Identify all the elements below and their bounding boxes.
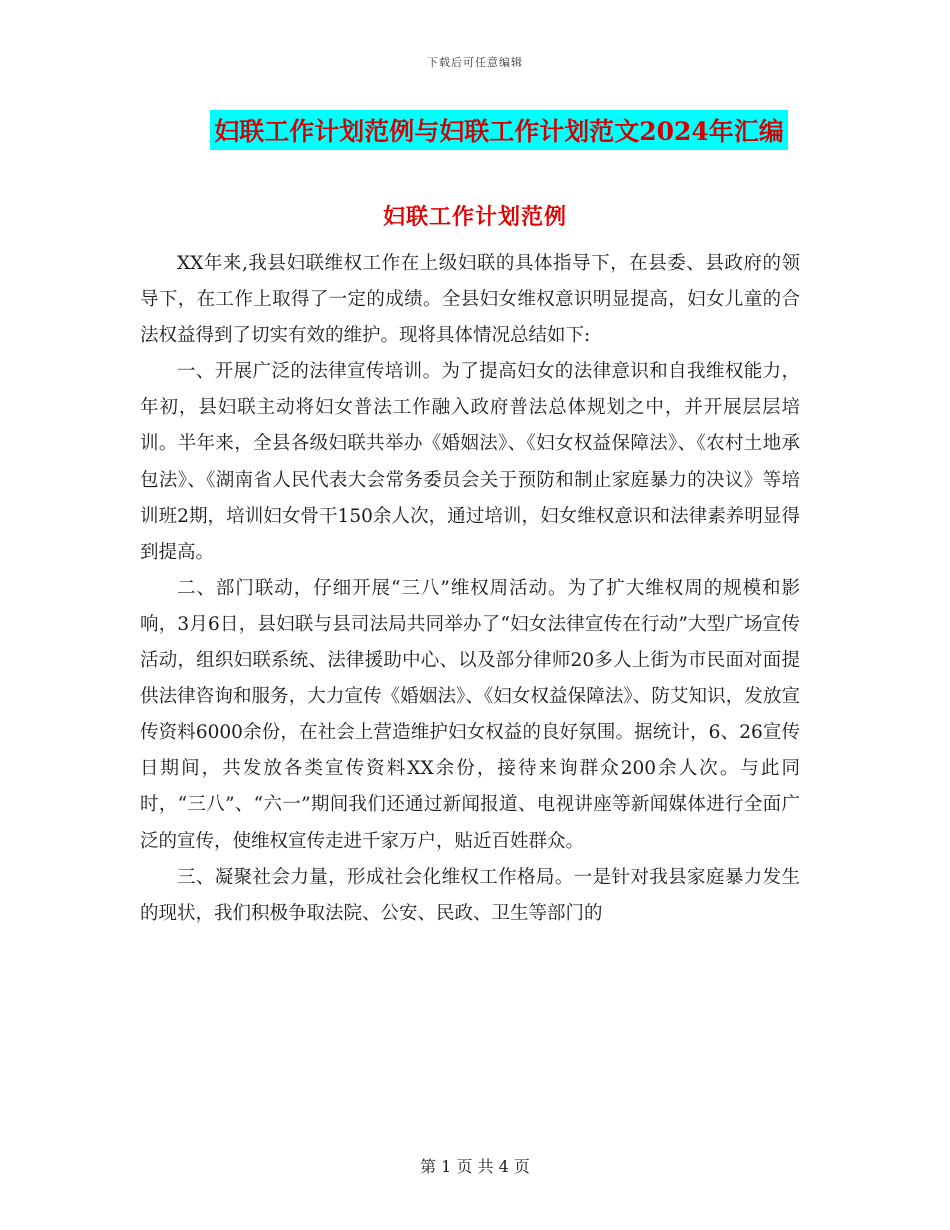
document-title-text: 妇联工作计划范例与妇联工作计划范文2024年汇编 — [210, 110, 788, 150]
paragraph: 一、开展广泛的法律宣传培训。为了提高妇女的法律意识和自我维权能力，年初，县妇联主动将妇女普法工作融入政府普法总体规划之中，并开展层层培训。半年来，全县各级妇联共举办《婚姻法》、《妇女权益保障法》、《农村土地承包法》、《湖南省人民代表大会常务委员会关于预防和制止家庭暴力的决议》等培训班2期，培训妇女骨干150余人次，通过培训，妇女维权意识和法律素养明显得到提高。 — [140, 361, 800, 563]
paragraph: 三、凝聚社会力量，形成社会化维权工作格局。一是针对我县家庭暴力发生的现状，我们积极争取法院、公安、民政、卫生等部门的 — [140, 866, 800, 924]
document-body — [140, 246, 800, 932]
paragraph: XX年来,我县妇联维权工作在上级妇联的具体指导下，在县委、县政府的领导下，在工作上取得了一定的成绩。全县妇女维权意识明显提高，妇女儿童的合法权益得到了切实有效的维护。现将具体情况总结如下: — [140, 253, 800, 347]
paragraph: 二、部门联动，仔细开展“三八”维权周活动。为了扩大维权周的规模和影响，3月6日，县妇联与县司法局共同举办了“妇女法律宣传在行动”大型广场宣传活动，组织妇联系统、法律援助中心、以及部分律师20多人上街为市民面对面提供法律咨询和服务，大力宣传《婚姻法》、《妇女权益保障法》、防艾知识，发放宣传资料6000余份，在社会上营造维护妇女权益的良好氛围。据统计，6、26宣传日期间，共发放各类宣传资料XX余份，接待来询群众200余人次。与此同时，“三八”、“六一”期间我们还通过新闻报道、电视讲座等新闻媒体进行全面广泛的宣传，使维权宣传走进千家万户，贴近百姓群众。 — [140, 577, 800, 852]
section-title: 妇联工作计划范例 — [382, 204, 567, 230]
page-footer: 第 1 页 共 4 页 — [420, 1157, 530, 1176]
document-title — [0, 110, 950, 150]
header-note: 下载后可任意编辑 — [427, 56, 523, 69]
